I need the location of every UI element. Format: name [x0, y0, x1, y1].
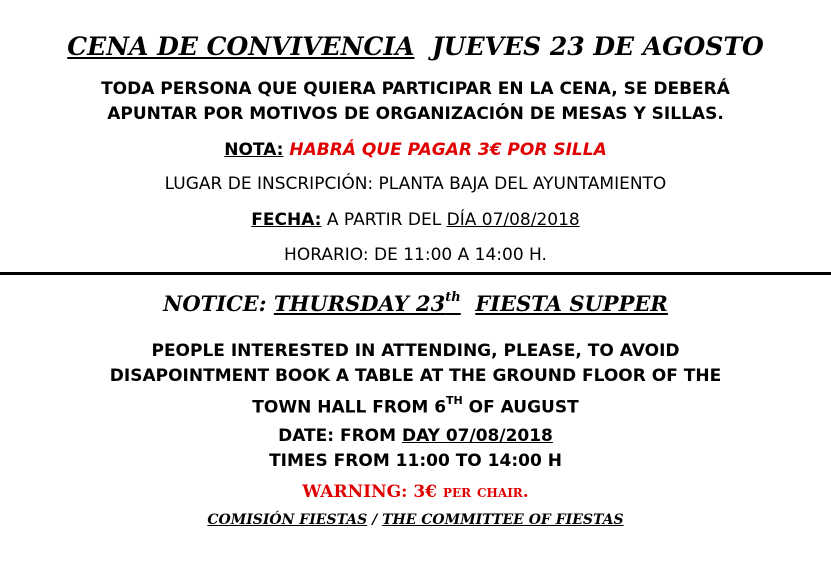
warning-label: WARNING: 3€	[302, 482, 438, 502]
section-divider	[0, 272, 831, 275]
notice-day-text: THURSDAY 23	[273, 291, 446, 316]
body-line-3-text: TOWN HALL FROM 6	[252, 397, 447, 418]
body-line-1: PEOPLE INTERESTED IN ATTENDING, PLEASE, TO AVOID	[151, 341, 680, 361]
warning-text: per chair.	[442, 482, 529, 502]
lugar-line: LUGAR DE INSCRIPCIÓN: PLANTA BAJA DEL AYUNTAMIENTO	[164, 174, 667, 194]
nota-label: NOTA:	[224, 140, 284, 160]
notice-day-suffix: th	[445, 290, 461, 305]
notice-day	[274, 291, 461, 316]
spanish-title	[0, 32, 831, 61]
committee-separator: /	[372, 512, 378, 528]
nota-line	[0, 140, 831, 160]
date-value: DAY 07/08/2018	[401, 426, 553, 446]
horario-line: HORARIO: DE 11:00 A 14:00 H.	[284, 245, 547, 265]
event-date: JUEVES 23 DE AGOSTO	[431, 32, 764, 61]
body-line-3-suffix: TH	[446, 394, 463, 407]
notice-event: FIESTA SUPPER	[475, 291, 668, 316]
warning-line	[0, 482, 831, 502]
fecha-value: DÍA 07/08/2018	[446, 210, 580, 230]
fecha-label: FECHA:	[251, 210, 322, 230]
notice-label: NOTICE:	[163, 291, 267, 316]
body-line-2: DISAPOINTMENT BOOK A TABLE AT THE GROUND FLOOR OF THE	[109, 366, 722, 386]
committee-line	[0, 512, 831, 528]
event-title: CENA DE CONVIVENCIA	[67, 32, 415, 61]
nota-text: HABRÁ QUE PAGAR 3€ POR SILLA	[289, 140, 607, 160]
intro-line-2: APUNTAR POR MOTIVOS DE ORGANIZACIÓN DE MESAS Y SILLAS.	[107, 104, 724, 124]
times-line: TIMES FROM 11:00 TO 14:00 H	[269, 451, 562, 471]
date-prefix: DATE: FROM	[278, 426, 397, 446]
committee-es: COMISIÓN FIESTAS	[207, 512, 368, 528]
committee-en: THE COMMITTEE OF FIESTAS	[382, 512, 624, 528]
date-line	[0, 426, 831, 446]
fecha-line	[0, 210, 831, 230]
body-line-3	[0, 396, 831, 418]
notice-line	[0, 291, 831, 316]
body-line-3-end: OF AUGUST	[468, 397, 579, 418]
fecha-prefix: A PARTIR DEL	[326, 210, 442, 230]
intro-line-1: TODA PERSONA QUE QUIERA PARTICIPAR EN LA CENA, SE DEBERÁ	[101, 79, 730, 99]
